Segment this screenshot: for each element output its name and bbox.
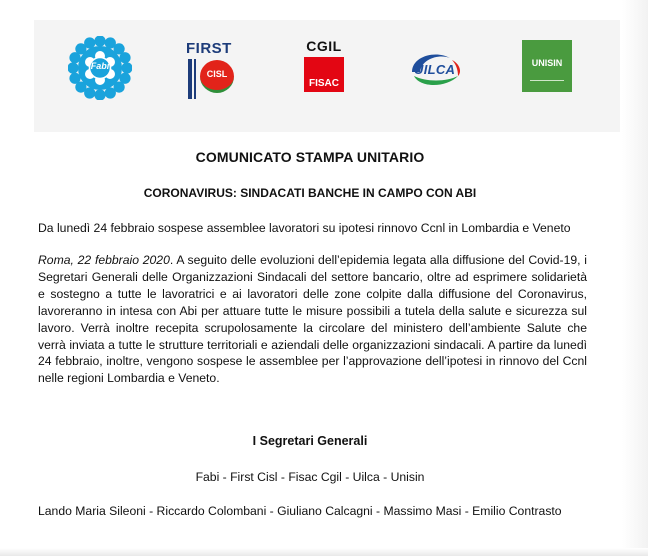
dateline: Roma, 22 febbraio 2020 — [38, 253, 170, 267]
unisin-logo-text: UNISIN — [531, 58, 563, 68]
signature-title: I Segretari Generali — [252, 434, 368, 448]
cgil-logo-text: CGIL — [306, 38, 342, 54]
body-paragraph — [38, 252, 587, 387]
body-text: . A seguito delle evoluzioni dell’epidemia legata alla diffusione del Covid-19, i Segretari Generali delle Organizzazioni Sindacali del settore bancario, oltre ad esprimere solidarietà e sostegno a tutte le lavoratrici e ai lavoratori delle zone colpite dalla diffusione del Coronavirus, lavoreranno in intesa con Abi per attuare tutte le misure possibili a tutela della salute e sicurezza sul lavoro. Verrà inoltre recepita scrupolosamente la circolare del ministero dell’ambiente Salute che verrà inviata a tutte le strutture territoriali e aziendali delle organizzazioni sindacali. A partire da lunedì 24 febbraio, inoltre, vengono sospese le assemblee per l’approvazione dell’ipotesi in rinnovo del Ccnl nelle regioni Lombardia e Veneto. — [38, 253, 587, 386]
first-logo-bars — [188, 59, 192, 99]
fabi-logo-text: Fabi — [90, 61, 110, 71]
cisl-logo-text: CISL — [206, 69, 228, 79]
document-title: COMUNICATO STAMPA UNITARIO — [195, 149, 425, 165]
signature-organizations: Fabi - First Cisl - Fisac Cgil - Uilca - Unisin — [195, 470, 425, 484]
logo-band — [34, 20, 620, 132]
document-subtitle: CORONAVIRUS: SINDACATI BANCHE IN CAMPO CON ABI — [143, 186, 477, 200]
first-logo-text: FIRST — [186, 40, 232, 57]
fabi-logo — [68, 36, 132, 100]
fisac-cgil-logo — [302, 38, 346, 94]
first-cisl-logo — [184, 40, 242, 104]
uilca-logo — [406, 48, 464, 90]
lead-paragraph: Da lunedì 24 febbraio sospese assemblee lavoratori su ipotesi rinnovo Ccnl in Lombardia e Veneto — [38, 221, 571, 235]
fisac-logo-text: FISAC — [309, 78, 339, 89]
page-edge-shadow — [622, 0, 648, 556]
signature-names: Lando Maria Sileoni - Riccardo Colombani - Giuliano Calcagni - Massimo Masi - Emilio Contrasto — [38, 504, 562, 518]
page-bottom-shadow — [0, 548, 648, 556]
uilca-logo-text: UILCA — [414, 62, 456, 77]
unisin-logo — [522, 40, 572, 92]
first-logo-bars — [194, 59, 196, 99]
unisin-logo-underline — [530, 80, 564, 81]
